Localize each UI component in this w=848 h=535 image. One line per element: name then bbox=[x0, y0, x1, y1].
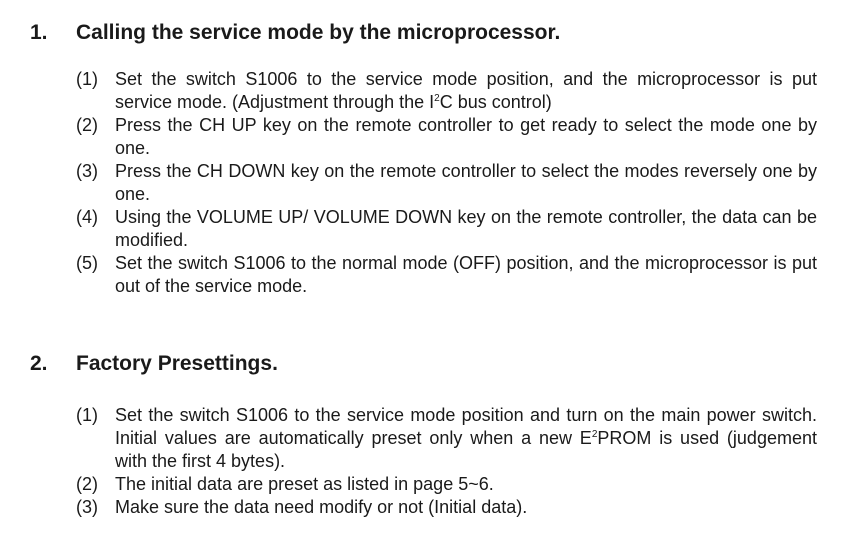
step-text: Press the CH DOWN key on the remote controller to select the modes reversely one by one. bbox=[115, 161, 817, 204]
step-number: (1) bbox=[76, 69, 98, 89]
step-number: (1) bbox=[76, 405, 98, 425]
step-item bbox=[0, 206, 848, 252]
step-text: Press the CH UP key on the remote controller to get ready to select the mode one by one. bbox=[115, 115, 817, 158]
step-number: (5) bbox=[76, 253, 98, 273]
step-number: (3) bbox=[76, 497, 98, 517]
step-number: (2) bbox=[76, 115, 98, 135]
step-item bbox=[0, 496, 848, 519]
step-item bbox=[0, 404, 848, 473]
section-number: 2. bbox=[30, 352, 48, 375]
section-service-mode bbox=[0, 20, 848, 298]
step-text: The initial data are preset as listed in page 5~6. bbox=[115, 474, 494, 494]
section-title: Calling the service mode by the microprocessor. bbox=[76, 21, 561, 44]
step-list bbox=[0, 68, 848, 298]
step-item bbox=[0, 68, 848, 114]
step-number: (4) bbox=[76, 207, 98, 227]
step-text: Make sure the data need modify or not (Initial data). bbox=[115, 497, 528, 517]
step-number: (3) bbox=[76, 161, 98, 181]
step-text: Set the switch S1006 to the service mode position and turn on the main power switch. Initial values are automatically preset only when a new $E^2PROM$ is used (judgement with the first 4 bytes). bbox=[115, 405, 817, 471]
section-heading bbox=[0, 351, 848, 377]
step-item bbox=[0, 114, 848, 160]
step-text: Using the VOLUME UP/ VOLUME DOWN key on the remote controller, the data can be modified. bbox=[115, 207, 817, 250]
section-heading bbox=[0, 20, 848, 46]
section-factory-presettings bbox=[0, 351, 848, 519]
step-list bbox=[0, 404, 848, 519]
step-number: (2) bbox=[76, 474, 98, 494]
step-item bbox=[0, 160, 848, 206]
step-item bbox=[0, 252, 848, 298]
step-item bbox=[0, 473, 848, 496]
step-text: Set the switch S1006 to the service mode position, and the microprocessor is put service mode. (Adjustment through the $I^2C$ bus control) bbox=[115, 69, 817, 112]
section-title: Factory Presettings. bbox=[76, 352, 278, 375]
section-number: 1. bbox=[30, 21, 48, 44]
step-text: Set the switch S1006 to the normal mode (OFF) position, and the microprocessor is put out of the service mode. bbox=[115, 253, 817, 296]
